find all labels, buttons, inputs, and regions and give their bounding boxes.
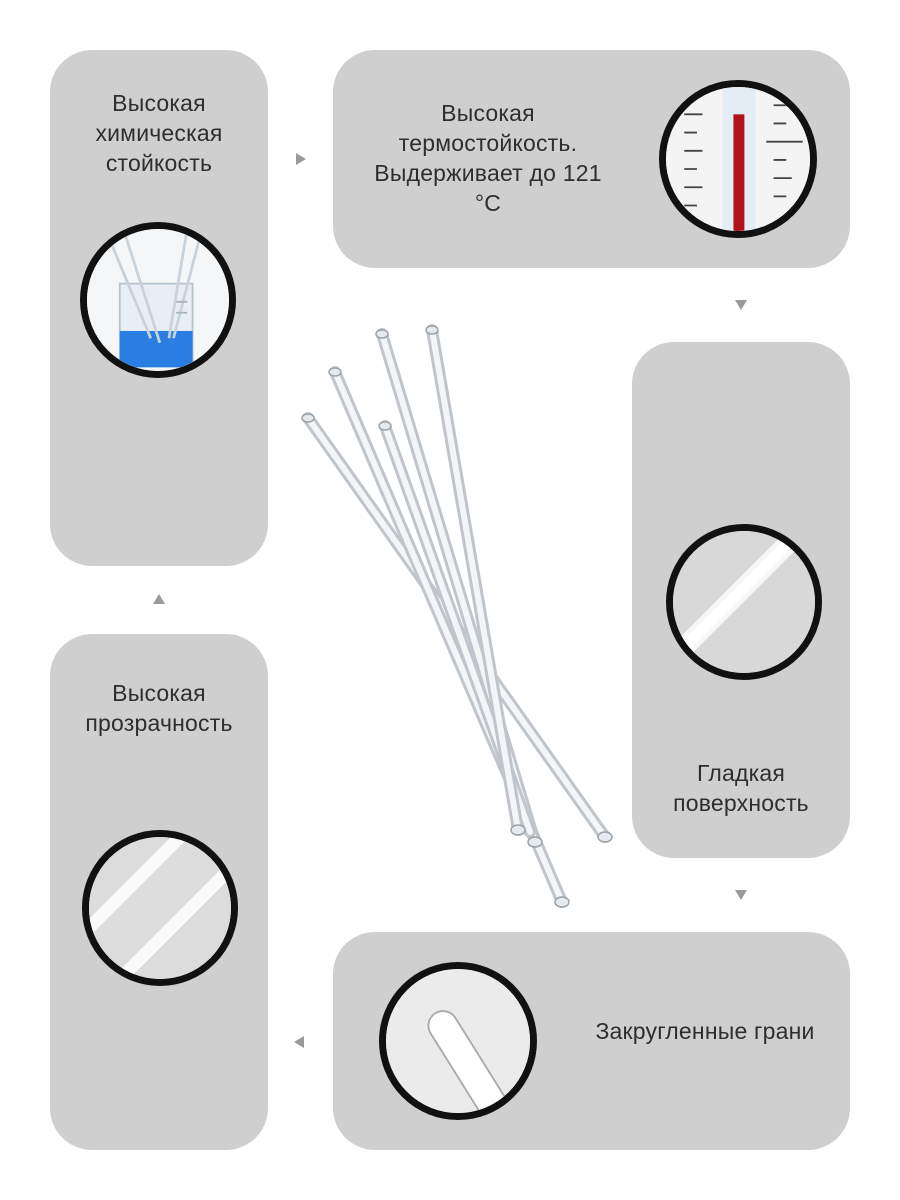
feature-card-thermal xyxy=(333,50,850,268)
arrow-up-icon xyxy=(153,594,165,604)
feature-label-thermal: Высокая термостойкость. Выдерживает до 121 °C xyxy=(374,100,602,216)
smooth-rod-icon xyxy=(666,524,822,680)
feature-label-smooth: Гладкая поверхность xyxy=(673,760,809,816)
feature-card-rounded xyxy=(333,932,850,1150)
feature-card-smooth xyxy=(632,342,850,858)
feature-label-transparency: Высокая прозрачность xyxy=(85,680,233,736)
clear-rods-icon xyxy=(82,830,238,986)
feature-card-transparency xyxy=(50,634,268,1150)
beaker-with-rods-icon xyxy=(80,222,236,378)
feature-label-rounded: Закругленные грани xyxy=(595,1018,815,1044)
thermometer-icon xyxy=(659,80,817,238)
arrow-right-icon xyxy=(296,153,306,165)
rounded-rod-end-icon xyxy=(379,962,537,1120)
feature-label-chemical: Высокая химическая стойкость xyxy=(95,90,223,176)
feature-card-chemical xyxy=(50,50,268,566)
glass-rods-image xyxy=(280,310,640,930)
arrow-down-icon xyxy=(735,300,747,310)
arrow-down-icon xyxy=(735,890,747,900)
arrow-left-icon xyxy=(294,1036,304,1048)
